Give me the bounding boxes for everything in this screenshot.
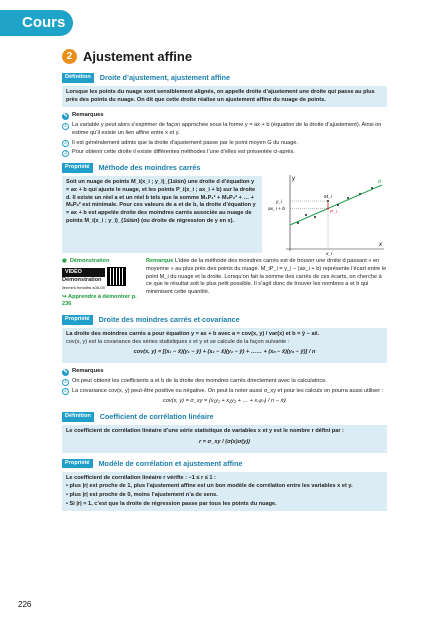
- remark-text: Il est généralement admis que la droite d’ajustement passe par le point moyen G du nuage.: [72, 139, 299, 146]
- content: [62, 48, 387, 511]
- video-title: Démonstration: [62, 277, 102, 284]
- remarks-icon: ✎: [63, 368, 68, 375]
- remarks1-head: [62, 112, 387, 120]
- number-1-icon: 1: [62, 379, 69, 386]
- remark-text: La covariance cov(x, y) peut-être positive ou négative. On peut la noter aussi σ_xy et pour les calculs on pourra aussi utiliser :: [72, 387, 384, 394]
- prop3-intro: Le coefficient de corrélation linéaire r vérifie : −1 ≤ r ≤ 1 :: [66, 474, 216, 481]
- remark-text: On peut obtenir les coefficients a et b de la droite des moindres carrés directement avec la calculatrice.: [72, 378, 327, 385]
- definition-tag: Définition: [62, 73, 94, 83]
- axb-label: ax_i + b: [268, 207, 285, 213]
- yi-label: y_i: [276, 200, 283, 206]
- remarks-icon: ✎: [63, 112, 68, 119]
- def1-title: Droite d’ajustement, ajustement affine: [99, 72, 230, 82]
- video-label: VIDÉO: [62, 268, 105, 277]
- remark-item: [62, 149, 387, 157]
- demo-row: [62, 258, 387, 309]
- x-axis-label: x: [379, 242, 382, 249]
- prove-link[interactable]: [62, 294, 140, 309]
- remark-text: La variable y peut alors s’exprimer de façon approchée sous la forme y = ax + b (équation de la droite d’ajustement). Ainsi on estime qu’il existe un lien affine entre x et y.: [72, 122, 382, 137]
- remark-item: [62, 378, 387, 386]
- prop1-head: [62, 163, 387, 173]
- def2-title: Coefficient de corrélation linéaire: [99, 412, 214, 422]
- line-d-label: d: [378, 179, 381, 186]
- number-1-icon: 1: [62, 123, 69, 130]
- remarks2-head: [62, 368, 387, 376]
- covariance-formula-2: cov(x, y) = σ_xy = (x₁y₁ + x₂y₂ + … + xₙyₙ) / n − x̄ȳ: [162, 398, 287, 405]
- prop3-bullet: • plus |r| est proche de 0, moins l’ajustement n’a de sens.: [66, 491, 218, 498]
- prop2-line2: cov(x, y) est la covariance des séries statistiques x et y et se calcule de la façon suivante :: [66, 338, 290, 345]
- demo-heading-text: Démonstration: [69, 258, 110, 265]
- pi-label: P_i: [330, 210, 337, 216]
- prop1-box: Soit un nuage de points M_i(x_i ; y_i)_{1≤i≤n} une droite d d’équation y = ax + b qui ajuste le nuage, et les points P_i(x_i ; ax_i + b) sur la droite d. Il existe un réel a et un réel b tels que la somme M₁P₁² + M₂P₂² + … + MₙPₙ² est minimale. Pour ces valeurs de a et de b, la droite d’équation y = ax + b est appelée droite des moindres carrés associée au nuage de points M_i(x_i ; y_i)_{1≤i≤n} (ou droite de régression de y en x).: [62, 176, 262, 253]
- remark-item: [62, 140, 387, 148]
- remark-note-label: Remarque: [146, 258, 174, 265]
- correlation-formula: r = σ_xy / (σ(x)σ(y)): [198, 438, 251, 445]
- remark-note-text: L’idée de la méthode des moindres carrés est de trouver une droite d passant « en moyenne » au plus près des points du nuage. M_iP_i = y_i − (ax_i + b) représente l’écart entre le point M_i du nuage et la droite. Lorsqu’on fait la somme des carrés de ces écarts, on cherche à ce que le résultat soit le plus petit possible. Il s’agit donc de trouver les nombres a et b qui minimisent cette quantité.: [146, 258, 387, 295]
- demo-block: [62, 258, 140, 309]
- def1-box: Lorsque les points du nuage sont sensiblement alignés, on appelle droite d’ajustement une droite qui passe au plus près des points du nuage. On dit que cette droite réalise un ajustement affine du nuage de points.: [62, 86, 387, 107]
- qr-code-icon[interactable]: [108, 268, 125, 285]
- prop3-bullet: • plus |r| est proche de 1, plus l’ajustement affine est un bon modèle de corrélation entre les variables x et y.: [66, 483, 353, 490]
- demo-heading: [62, 258, 140, 266]
- demo-icon: ◉: [62, 258, 67, 265]
- prop2-line1: La droite des moindres carrés a pour équation y = ax + b avec a = cov(x, y) / var(x) et b = ȳ − ax̄.: [66, 330, 320, 337]
- prop2-title: Droite des moindres carrés et covariance: [98, 314, 240, 324]
- prop3-bullet: • Si |r| = 1, c’est que la droite de régression passe par tous les points du nuage.: [66, 500, 277, 507]
- def1-head: [62, 73, 387, 83]
- section-title: [62, 48, 387, 66]
- video-box[interactable]: [62, 268, 140, 291]
- prop1-row: [62, 173, 387, 258]
- remarks2-label: Remarques: [72, 368, 104, 375]
- prop2-head: [62, 315, 387, 325]
- video-link[interactable]: lienmini.fr/maths-s08-05: [62, 285, 105, 290]
- least-squares-graph: [268, 173, 386, 258]
- definition-tag: Définition: [62, 412, 94, 422]
- cours-tab: Cours: [0, 10, 73, 36]
- number-2-icon: 2: [62, 140, 69, 147]
- def2-box: [62, 425, 387, 452]
- remark-item: [62, 122, 387, 137]
- def2-head: [62, 412, 387, 422]
- prop1-title: Méthode des moindres carrés: [98, 163, 201, 173]
- prove-text: Apprendre à démontrer p. 236: [62, 293, 137, 308]
- mi-label: M_i: [324, 195, 332, 201]
- prop2-box: [62, 328, 387, 363]
- y-axis-label: y: [292, 176, 295, 183]
- property-tag: Propriété: [62, 315, 93, 325]
- covariance-formula: cov(x, y) = [(x₁ − x̄)(y₁ − ȳ) + (x₂ − x̄)(y₂ − ȳ) + …… + (xₙ − x̄)(yₙ − ȳ)] / n: [133, 349, 316, 356]
- def2-text: Le coefficient de corrélation linéaire d’une série statistique de variables x et y est le nombre r défini par :: [66, 428, 344, 435]
- page-number: 226: [18, 600, 32, 609]
- prop3-box: [62, 472, 387, 512]
- remark-text: Pour obtenir cette droite il existe différentes méthodes l’une d’elles est présentée ci-après.: [72, 149, 295, 156]
- number-2-icon: 2: [62, 388, 69, 395]
- property-tag: Propriété: [62, 459, 93, 469]
- prop3-title: Modèle de corrélation et ajustement affine: [98, 458, 243, 468]
- prop3-head: [62, 459, 387, 469]
- property-tag: Propriété: [62, 163, 93, 173]
- section-number: 2: [62, 49, 77, 64]
- section-heading: Ajustement affine: [83, 49, 193, 64]
- remark-item: [62, 388, 387, 396]
- remark-note: [146, 258, 387, 309]
- remarks1-label: Remarques: [72, 112, 104, 119]
- xi-label: x_i: [326, 252, 333, 258]
- number-3-icon: 3: [62, 150, 69, 157]
- arrow-icon: ↪: [62, 293, 69, 300]
